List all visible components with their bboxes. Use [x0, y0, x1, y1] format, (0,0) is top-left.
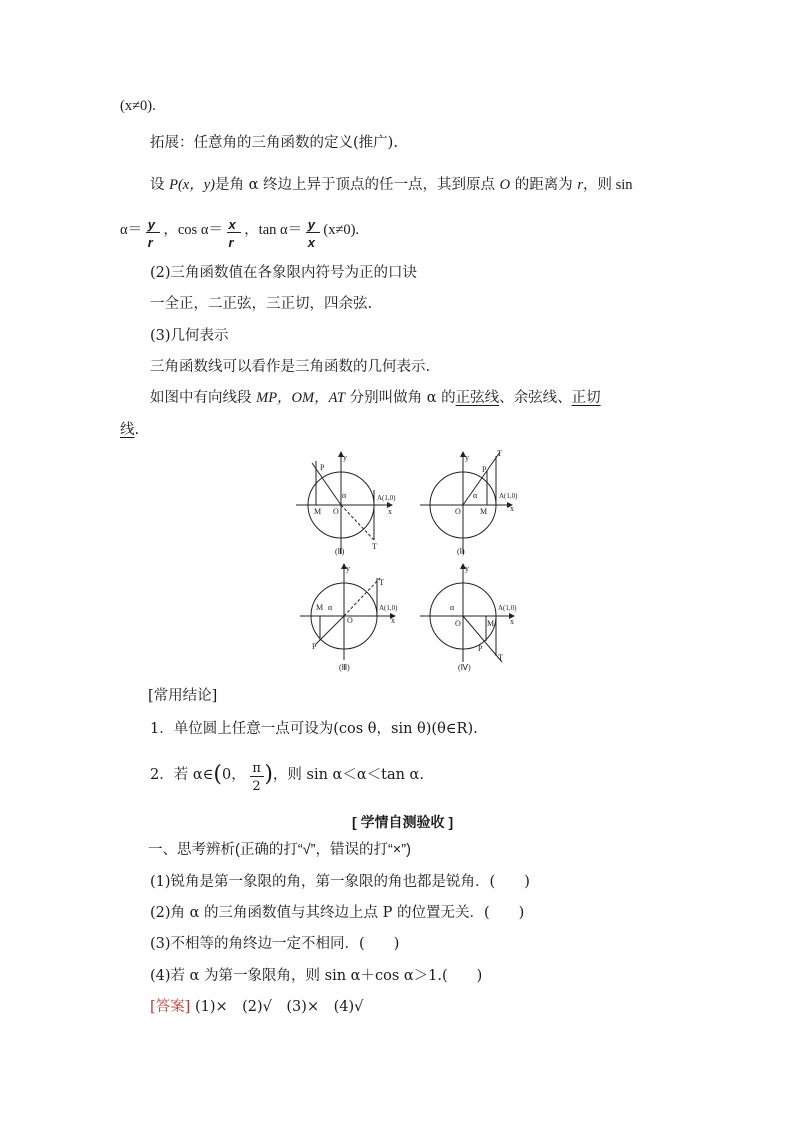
label-a: A(1,0): [498, 604, 517, 612]
label-a: A(1,0): [379, 604, 398, 612]
text-span: r: [577, 177, 583, 193]
text-line-directed-segments: [150, 388, 601, 408]
fraction-denominator: r: [228, 234, 234, 250]
text-span: ，则 sin: [582, 177, 633, 193]
text-span: MP，OM，AT: [256, 390, 345, 406]
section-title-text: 学情自测验收: [360, 814, 445, 830]
text-span: (x≠0).: [323, 222, 360, 238]
text-line-continuation: [120, 420, 139, 440]
conclusion-2: [150, 761, 424, 794]
caption-ii: (Ⅱ): [335, 547, 345, 556]
text-span: ，tan α＝: [244, 222, 303, 238]
fraction-denominator: 2: [252, 779, 261, 794]
underlined-term-tangent: 正切: [571, 390, 601, 406]
text-span: 0，: [221, 767, 246, 783]
conclusion-1: 1．单位圆上任意一点可设为(cos θ，sin θ)(θ∈R).: [150, 721, 478, 737]
label-x: x: [510, 617, 514, 626]
text-span: 如图中有向线段: [150, 390, 257, 406]
trig-lines-diagrams: [290, 448, 550, 682]
label-t: T: [379, 578, 384, 587]
exercise-q3: (3)不相等的角终边一定不相同．( ): [150, 936, 400, 952]
fraction-numerator: x: [228, 216, 236, 232]
text-line-formulas: [120, 216, 360, 250]
diagram-quadrant-1: [420, 452, 512, 554]
text-span: .: [134, 422, 140, 438]
common-conclusions-heading: [常用结论]: [148, 688, 218, 704]
label-y: y: [465, 564, 469, 573]
exercise-q4: (4)若 α 为第一象限角，则 sin α＋cos α＞1.( ): [150, 968, 483, 984]
label-alpha: α: [450, 603, 455, 612]
exercise-answers: [150, 997, 363, 1017]
fraction-numerator: y: [307, 216, 315, 232]
text-line-geometry-desc: 三角函数线可以看作是三角函数的几何表示.: [150, 359, 431, 375]
bracket-right-icon: ]: [448, 814, 454, 830]
text-line-definition: [150, 175, 633, 195]
label-alpha: α: [328, 603, 333, 612]
label-a: A(1,0): [499, 492, 518, 500]
fraction-y-over-x: [306, 216, 320, 250]
label-m: M: [487, 619, 495, 628]
text-span: 的距离为: [510, 177, 578, 193]
text-span: 是角 α 终边上异于顶点的任一点，其到原点: [215, 177, 500, 193]
label-y: y: [346, 564, 350, 573]
text-line-geometry-heading: (3)几何表示: [150, 328, 229, 344]
fraction-x-over-r: [227, 216, 241, 250]
label-x: x: [391, 616, 395, 625]
text-span: 、余弦线、: [499, 390, 572, 406]
label-y: y: [343, 453, 347, 462]
label-a: A(1,0): [377, 494, 396, 502]
label-o: O: [455, 507, 461, 516]
underlined-term-sine-line: 正弦线: [455, 390, 500, 406]
bracket-left-icon: [: [352, 814, 357, 830]
text-span: ，则 sin α＜α＜tan α.: [272, 767, 424, 783]
fraction-pi-over-2: [250, 761, 264, 794]
text-line-sign-rule: (2)三角函数值在各象限内符号为正的口诀: [150, 265, 418, 281]
diagram-quadrant-2: [296, 452, 392, 554]
answer-text: (1)× (2)√ (3)× (4)√: [194, 999, 364, 1015]
label-t: T: [498, 653, 503, 662]
right-paren: ): [264, 762, 273, 787]
label-x: x: [388, 507, 392, 516]
exercise-q1: (1)锐角是第一象限的角，第一象限的角也都是锐角．( ): [150, 874, 530, 890]
text-span: 2．若 α∈: [150, 767, 214, 783]
text-span: ，cos α＝: [163, 222, 223, 238]
label-t: T: [497, 449, 502, 458]
label-o: O: [455, 619, 461, 628]
label-y: y: [465, 453, 469, 462]
label-t: T: [372, 542, 377, 551]
caption-iv: (Ⅳ): [458, 663, 471, 672]
label-p: P: [482, 465, 487, 474]
label-alpha: α: [342, 491, 347, 500]
text-span: P(x，y): [169, 177, 215, 193]
text-line-mnemonic: 一全正，二正弦，三正切，四余弦.: [150, 296, 373, 312]
label-p: P: [320, 463, 325, 472]
label-m: M: [480, 507, 488, 516]
exercise-intro: 一、思考辨析(正确的打“√”，错误的打“×”): [148, 842, 411, 858]
fraction-denominator: x: [307, 234, 315, 250]
underlined-term-line: 线: [120, 422, 135, 438]
fraction-numerator: π: [252, 761, 261, 776]
caption-i: (Ⅰ): [457, 547, 465, 556]
exercise-q2: (2)角 α 的三角函数值与其终边上点 P 的位置无关．( ): [150, 905, 525, 921]
answer-tag: [答案]: [150, 999, 191, 1015]
label-alpha: α: [473, 491, 478, 500]
label-m: M: [314, 507, 322, 516]
text-line-1: (x≠0).: [120, 98, 156, 114]
label-p: P: [478, 644, 483, 653]
diagram-quadrant-4: [420, 564, 514, 662]
text-span: 设: [150, 177, 170, 193]
caption-iii: (Ⅲ): [339, 663, 350, 672]
label-o: O: [347, 616, 353, 625]
fraction-denominator: r: [147, 234, 153, 250]
text-span: O: [499, 177, 511, 193]
label-x: x: [510, 504, 514, 513]
text-line-extension: 拓展：任意角的三角函数的定义(推广).: [150, 135, 398, 151]
label-p: P: [312, 642, 317, 651]
text-span: α＝: [120, 222, 143, 238]
text-span: 分别叫做角 α 的: [344, 390, 456, 406]
fraction-y-over-r: [146, 216, 160, 250]
fraction-numerator: y: [147, 216, 155, 232]
label-m: M: [316, 603, 324, 612]
section-title: [352, 812, 453, 832]
label-o: O: [333, 507, 339, 516]
left-paren: (: [213, 762, 222, 787]
